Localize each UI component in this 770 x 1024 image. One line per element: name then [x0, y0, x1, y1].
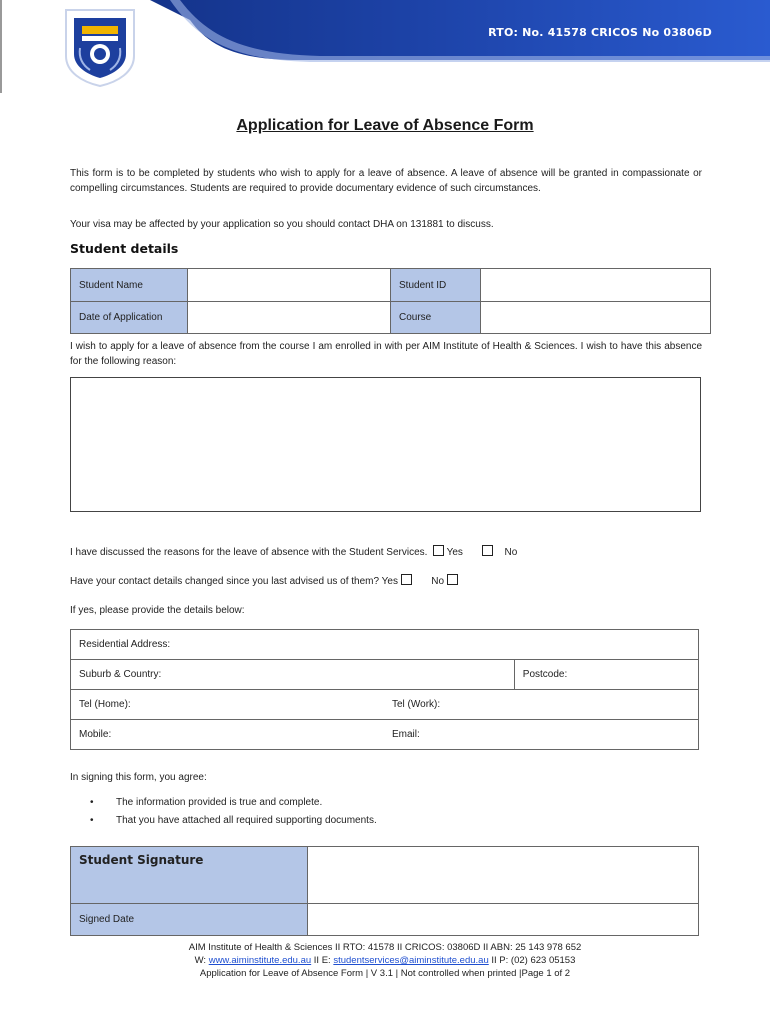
- student-name-field[interactable]: [188, 269, 391, 302]
- student-signature-label: Student Signature: [71, 847, 308, 904]
- header-band: [0, 0, 770, 93]
- email-label: Email:: [392, 729, 420, 740]
- signed-date-label: Signed Date: [71, 904, 308, 936]
- mobile-label: Mobile:: [79, 729, 112, 740]
- tel-home-field[interactable]: [71, 690, 385, 720]
- residential-address-field[interactable]: [71, 630, 699, 660]
- footer-line2: W: www.aiminstitute.edu.au II E: studentservices@aiminstitute.edu.au II P: (02) 623 05153: [194, 955, 576, 966]
- question-contact-text: Have your contact details changed since you last advised us of them? Yes: [70, 576, 398, 587]
- visa-notice: Your visa may be affected by your application so you should contact DHA on 131881 to discuss.: [70, 219, 494, 230]
- reason-intro: I wish to apply for a leave of absence from the course I am enrolled in with per AIM Institute of Health & Sciences. I wish to have this absence for the following reason:: [70, 341, 702, 367]
- postcode-label: Postcode:: [522, 669, 568, 680]
- signature-table: [70, 846, 699, 936]
- aim-logo: [60, 6, 140, 88]
- agreement-list: [90, 797, 377, 833]
- discussed-no-checkbox[interactable]: [482, 545, 493, 556]
- agreement-item: • The information provided is true and complete.: [90, 797, 323, 808]
- student-id-label: Student ID: [391, 269, 481, 302]
- bullet-icon: •: [90, 797, 94, 808]
- email-link[interactable]: studentservices@aiminstitute.edu.au: [333, 955, 489, 966]
- postcode-field[interactable]: [514, 660, 698, 690]
- bullet-icon: •: [90, 815, 94, 826]
- date-of-application-field[interactable]: [188, 302, 391, 334]
- email-field[interactable]: [384, 720, 699, 750]
- header-rto-cricos: RTO: No. 41578 CRICOS No 03806D: [488, 26, 712, 39]
- mobile-field[interactable]: [71, 720, 385, 750]
- question-contact-changed: [70, 574, 458, 587]
- suburb-country-field[interactable]: [71, 660, 515, 690]
- course-label: Course: [391, 302, 481, 334]
- contact-yes-checkbox[interactable]: [401, 574, 412, 585]
- agreement-intro: In signing this form, you agree:: [70, 772, 207, 783]
- tel-home-label: Tel (Home):: [79, 699, 131, 710]
- signed-date-field[interactable]: [308, 904, 699, 936]
- question-discussed: [70, 545, 517, 558]
- agreement-item: • That you have attached all required supporting documents.: [90, 815, 377, 826]
- intro-paragraph: This form is to be completed by students who wish to apply for a leave of absence. A leave of absence will be granted in compassionate or compelling circumstances. Students are required to provide documentary evidence of such circumstances.: [70, 168, 702, 194]
- residential-address-label: Residential Address:: [79, 639, 171, 650]
- discussed-yes-checkbox[interactable]: [433, 545, 444, 556]
- contact-no-checkbox[interactable]: [447, 574, 458, 585]
- contact-details-table: [70, 629, 699, 750]
- website-link[interactable]: www.aiminstitute.edu.au: [208, 955, 312, 966]
- course-field[interactable]: [481, 302, 711, 334]
- form-title: Application for Leave of Absence Form: [236, 117, 534, 134]
- student-details-table: [70, 268, 711, 334]
- footer-line1: AIM Institute of Health & Sciences II RTO: 41578 II CRICOS: 03806D II ABN: 25 143 978 652: [188, 942, 582, 953]
- student-details-heading: Student details: [70, 241, 179, 256]
- suburb-country-label: Suburb & Country:: [79, 669, 162, 680]
- contact-details-prompt: If yes, please provide the details below:: [70, 605, 245, 616]
- contact-no-label: No: [431, 576, 445, 587]
- reason-textbox[interactable]: [70, 377, 701, 512]
- footer: [0, 941, 770, 980]
- footer-line3: Application for Leave of Absence Form | V 3.1 | Not controlled when printed |Page 1 of 2: [199, 968, 571, 979]
- student-signature-field[interactable]: [308, 847, 699, 904]
- date-of-application-label: Date of Application: [71, 302, 188, 334]
- tel-work-label: Tel (Work):: [392, 699, 441, 710]
- question-discussed-text: I have discussed the reasons for the leave of absence with the Student Services.: [70, 547, 428, 558]
- student-id-field[interactable]: [481, 269, 711, 302]
- tel-work-field[interactable]: [384, 690, 699, 720]
- student-name-label: Student Name: [71, 269, 188, 302]
- discussed-yes-label: Yes: [446, 547, 463, 558]
- discussed-no-label: No: [504, 547, 518, 558]
